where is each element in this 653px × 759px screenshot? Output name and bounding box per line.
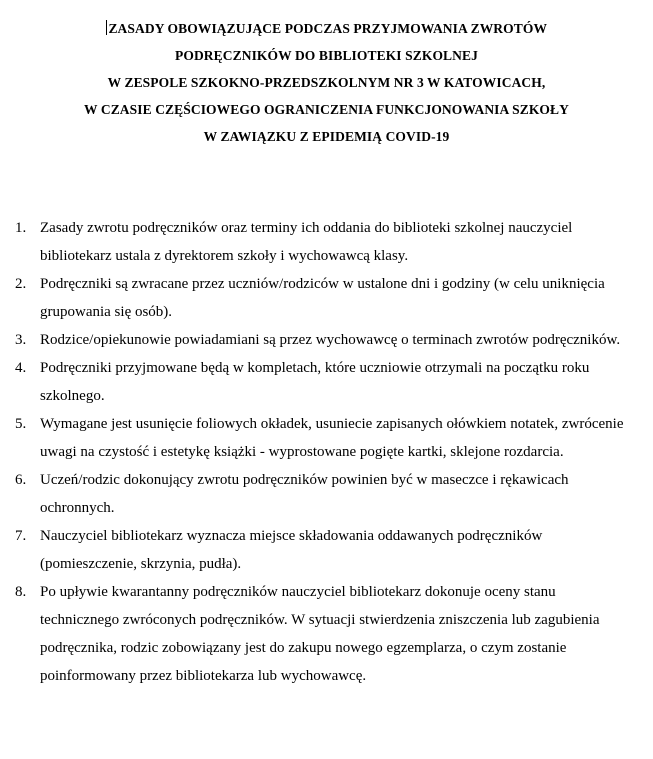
document-title bbox=[0, 15, 653, 150]
list-item-7-number: 7. bbox=[15, 528, 27, 544]
list-item-6-text: Uczeń/rodzic dokonujący zwrotu podręczników powinien być w maseczce i rękawicach ochronnych. bbox=[40, 472, 569, 516]
list-item-5-text: Wymagane jest usunięcie foliowych okładek, usuniecie zapisanych ołówkiem notatek, zwrócenie uwagi na czystość i estetykę książki - wyprostowane pogięte kartki, sklejone rozdarcia. bbox=[40, 416, 624, 460]
title-line-5: W ZAWIĄZKU Z EPIDEMIĄ COVID-19 bbox=[203, 129, 450, 144]
title-line-1-text: ZASADY OBOWIĄZUJĄCE PODCZAS PRZYJMOWANIA ZWROTÓW bbox=[108, 21, 548, 36]
list-item-8 bbox=[15, 578, 632, 690]
list-item-1-number: 1. bbox=[15, 220, 27, 236]
list-item-5 bbox=[15, 410, 632, 466]
list-item-4 bbox=[15, 354, 632, 410]
list-item-4-number: 4. bbox=[15, 360, 27, 376]
list-item-3-text: Rodzice/opiekunowie powiadamiani są przez wychowawcę o terminach zwrotów podręczników. bbox=[40, 332, 621, 348]
list-item-6-number: 6. bbox=[15, 472, 27, 488]
list-item-2 bbox=[15, 270, 632, 326]
title-line-4: W CZASIE CZĘŚCIOWEGO OGRANICZENIA FUNKCJONOWANIA SZKOŁY bbox=[84, 102, 569, 117]
list-item-7-text: Nauczyciel bibliotekarz wyznacza miejsce składowania oddawanych podręczników (pomieszczenie, skrzynia, pudła). bbox=[40, 528, 543, 572]
list-item-3-number: 3. bbox=[15, 332, 27, 348]
rules-list bbox=[0, 214, 653, 690]
list-item-6 bbox=[15, 466, 632, 522]
title-line-2: PODRĘCZNIKÓW DO BIBLIOTEKI SZKOLNEJ bbox=[175, 48, 478, 63]
title-line-3: W ZESPOLE SZKOKNO-PRZEDSZKOLNYM NR 3 W KATOWICACH, bbox=[107, 75, 546, 90]
list-item-1 bbox=[15, 214, 632, 270]
list-item-7 bbox=[15, 522, 632, 578]
list-item-4-text: Podręczniki przyjmowane będą w kompletach, które uczniowie otrzymali na początku roku szkolnego. bbox=[40, 360, 590, 404]
list-item-3 bbox=[15, 326, 632, 354]
list-item-2-text: Podręczniki są zwracane przez uczniów/rodziców w ustalone dni i godziny (w celu uniknięcia grupowania się osób). bbox=[40, 276, 605, 320]
list-item-2-number: 2. bbox=[15, 276, 27, 292]
title-line-1 bbox=[0, 15, 653, 42]
list-item-8-number: 8. bbox=[15, 584, 27, 600]
list-item-8-text: Po upływie kwarantanny podręczników nauczyciel bibliotekarz dokonuje oceny stanu technicznego zwróconych podręczników. W sytuacji stwierdzenia zniszczenia lub zagubienia podręcznika, rodzic zobowiązany jest do zakupu nowego egzemplarza, o czym zostanie poinformowany przez bibliotekarza lub wychowawcę. bbox=[40, 584, 600, 684]
list-item-1-text: Zasady zwrotu podręczników oraz terminy ich oddania do biblioteki szkolnej nauczyciel bibliotekarz ustala z dyrektorem szkoły i wychowawcą klasy. bbox=[40, 220, 573, 264]
list-item-5-number: 5. bbox=[15, 416, 27, 432]
